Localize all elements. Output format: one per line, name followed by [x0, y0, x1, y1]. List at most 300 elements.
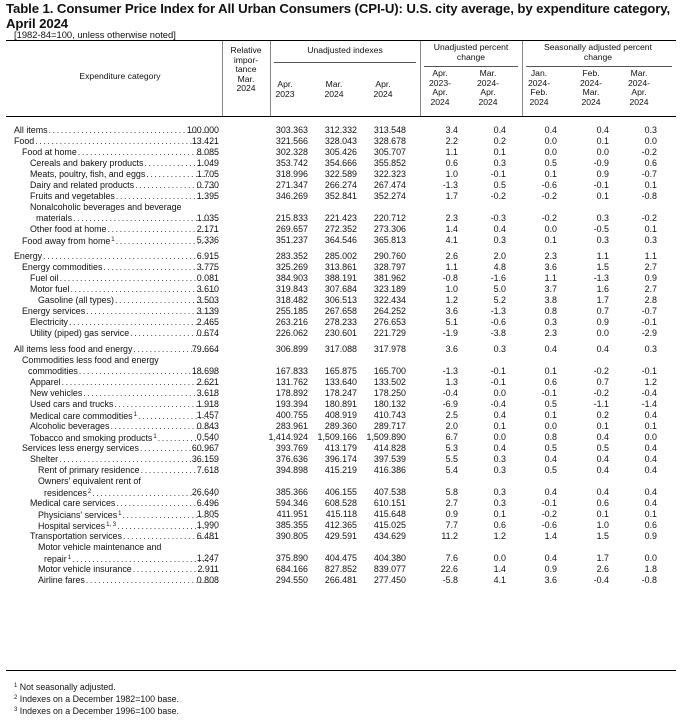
cell-value: 346.269 — [275, 191, 308, 201]
cell-value: 133.502 — [373, 377, 406, 387]
header-group-underline — [274, 62, 416, 63]
cell-value: 1.1 — [596, 251, 609, 261]
row-label-text: Food — [14, 136, 35, 146]
cell-value: 0.5 — [544, 158, 557, 168]
cell-value: 1.805 — [196, 509, 219, 519]
cell-value: 6.7 — [445, 432, 458, 442]
cell-value: -1.3 — [442, 180, 458, 190]
cell-value: 0.2 — [596, 410, 609, 420]
cell-value: 400.755 — [275, 410, 308, 420]
row-label-text: Alcoholic beverages — [30, 421, 110, 431]
cell-value: 283.352 — [275, 251, 308, 261]
row-label-text: Motor vehicle insurance — [38, 564, 132, 574]
row-label-text: Food away from home — [22, 236, 111, 246]
cell-value: 290.760 — [373, 251, 406, 261]
row-label-line: Owners' equivalent rent of — [38, 476, 141, 486]
header-line: 2024- — [477, 77, 499, 88]
table-row — [0, 465, 681, 476]
cell-value: 1.0 — [445, 169, 458, 179]
cell-value: -0.3 — [490, 213, 506, 223]
cell-value: 221.423 — [324, 213, 357, 223]
cell-value: 0.4 — [493, 410, 506, 420]
row-label-text: Medical care commodities — [30, 411, 133, 421]
cell-value: 594.346 — [275, 498, 308, 508]
cell-value: 0.4 — [493, 224, 506, 234]
cell-value: 7.618 — [196, 465, 219, 475]
row-label-text: repair — [44, 554, 67, 564]
cell-value: 381.962 — [373, 273, 406, 283]
header-line: 2024 — [324, 88, 344, 99]
cell-value: 0.2 — [493, 136, 506, 146]
table-row — [0, 295, 681, 306]
header-category: Expenditure category — [79, 71, 161, 81]
row-label-text: Used cars and trucks — [30, 399, 114, 409]
header-line: 2024 — [236, 83, 256, 94]
cell-value: 165.875 — [324, 366, 357, 376]
footnote-text: Indexes on a December 1996=100 base. — [17, 706, 179, 716]
cell-value: 0.4 — [544, 487, 557, 497]
cell-value: 193.394 — [275, 399, 308, 409]
cell-value: -0.2 — [541, 509, 557, 519]
cell-value: 3.4 — [445, 125, 458, 135]
cell-value: 2.0 — [445, 421, 458, 431]
cell-value: 1.1 — [644, 251, 657, 261]
cell-value: 0.4 — [644, 454, 657, 464]
cell-value: 312.332 — [324, 125, 357, 135]
cell-value: 415.025 — [373, 520, 406, 530]
table-row — [0, 306, 681, 317]
cell-value: 2.171 — [196, 224, 219, 234]
cell-value: 0.0 — [493, 388, 506, 398]
cell-value: 1.2 — [445, 295, 458, 305]
table-row — [0, 421, 681, 432]
row-label-text: Fuel oil — [30, 273, 59, 283]
header-line: impor- — [233, 54, 259, 65]
cell-value: -0.6 — [541, 180, 557, 190]
cell-value: 313.548 — [373, 125, 406, 135]
cell-value: 0.4 — [544, 344, 557, 354]
header-line: 2024 — [629, 96, 649, 107]
header-line: Apr. — [375, 79, 391, 89]
cell-value: 0.9 — [596, 317, 609, 327]
table-row — [0, 251, 681, 262]
cell-value: 1.7 — [596, 553, 609, 563]
cell-value: 1.5 — [596, 262, 609, 272]
cell-value: 221.729 — [373, 328, 406, 338]
cell-value: 2.3 — [544, 328, 557, 338]
table-row — [0, 273, 681, 284]
cell-value: 0.0 — [544, 147, 557, 157]
cell-value: 0.3 — [493, 158, 506, 168]
cell-value: 79.664 — [191, 344, 219, 354]
cell-value: 0.1 — [544, 410, 557, 420]
cell-value: -0.1 — [541, 498, 557, 508]
cell-value: 2.2 — [445, 136, 458, 146]
row-label-text: Electricity — [30, 317, 68, 327]
cell-value: -0.2 — [593, 366, 609, 376]
cell-value: 0.3 — [644, 344, 657, 354]
cell-value: 364.546 — [324, 235, 357, 245]
cell-value: 0.808 — [196, 575, 219, 585]
header-line: 2024- — [580, 77, 602, 88]
cell-value: 8.085 — [196, 147, 219, 157]
cell-value: 267.658 — [324, 306, 357, 316]
footnote-text: Not seasonally adjusted. — [17, 682, 116, 692]
cell-value: 5.1 — [445, 317, 458, 327]
header-line: 2024- — [528, 77, 550, 88]
cell-value: 351.237 — [275, 235, 308, 245]
footnote-marker: 1 — [111, 237, 115, 243]
cell-value: 0.1 — [596, 421, 609, 431]
cell-value: 289.360 — [324, 421, 357, 431]
cell-value: 0.5 — [544, 399, 557, 409]
header-line: 2024 — [430, 96, 450, 107]
cell-value: 0.9 — [445, 509, 458, 519]
cell-value: 385.366 — [275, 487, 308, 497]
header-line: Mar. — [582, 87, 600, 98]
cell-value: -0.1 — [641, 317, 657, 327]
cell-value: 415.648 — [373, 509, 406, 519]
cell-value: 0.6 — [644, 520, 657, 530]
cell-value: 2.3 — [544, 251, 557, 261]
cell-value: 100.000 — [186, 125, 219, 135]
row-label-line: Motor vehicle maintenance and — [38, 542, 162, 552]
cell-value: 610.151 — [373, 498, 406, 508]
row-label-text: Airline fares — [38, 575, 85, 585]
cell-value: 0.3 — [596, 235, 609, 245]
column-header — [262, 80, 308, 99]
cell-value: -0.1 — [541, 388, 557, 398]
cell-value: 180.132 — [373, 399, 406, 409]
cell-value: 0.1 — [493, 147, 506, 157]
cell-value: 0.5 — [544, 465, 557, 475]
cell-value: 0.1 — [644, 224, 657, 234]
row-label-text: Tobacco and smoking products — [30, 433, 153, 443]
column-header — [417, 69, 463, 107]
cell-value: 0.4 — [493, 125, 506, 135]
cell-value: 353.742 — [275, 158, 308, 168]
cell-value: 404.380 — [373, 553, 406, 563]
cell-value: -0.6 — [541, 520, 557, 530]
cell-value: 1,414.924 — [268, 432, 308, 442]
footnote — [14, 693, 179, 705]
cell-value: 26.640 — [191, 487, 219, 497]
cell-value: 0.0 — [493, 432, 506, 442]
cell-value: 3.6 — [445, 344, 458, 354]
header-line: 2024 — [581, 96, 601, 107]
table-row — [0, 284, 681, 295]
cell-value: 289.717 — [373, 421, 406, 431]
cell-value: -0.8 — [442, 273, 458, 283]
cell-value: 1.8 — [644, 564, 657, 574]
cell-value: 1.4 — [445, 224, 458, 234]
cell-value: 321.566 — [275, 136, 308, 146]
table-row — [0, 564, 681, 575]
table-row — [0, 224, 681, 235]
cell-value: 0.6 — [544, 377, 557, 387]
cell-value: 3.503 — [196, 295, 219, 305]
row-label-text: Food at home — [22, 147, 77, 157]
cell-value: 0.3 — [544, 317, 557, 327]
header-line: Mar. — [479, 68, 497, 78]
cell-value: 323.189 — [373, 284, 406, 294]
row-label-text: Rent of primary residence — [38, 465, 140, 475]
cell-value: 375.890 — [275, 553, 308, 563]
row-label-text: All items less food and energy — [14, 344, 133, 354]
cell-value: 0.4 — [596, 454, 609, 464]
cell-value: -1.9 — [442, 328, 458, 338]
table-row — [0, 432, 681, 443]
cell-value: 0.1 — [544, 366, 557, 376]
cell-value: 3.775 — [196, 262, 219, 272]
cell-value: 264.252 — [373, 306, 406, 316]
cell-value: 1.1 — [445, 262, 458, 272]
cell-value: 255.185 — [275, 306, 308, 316]
column-header — [568, 69, 614, 107]
column-header — [516, 69, 562, 107]
cell-value: 0.4 — [596, 487, 609, 497]
row-label-text: Energy — [14, 251, 43, 261]
cell-value: 415.118 — [325, 509, 357, 519]
cell-value: 2.3 — [445, 213, 458, 223]
cell-value: 5.3 — [445, 443, 458, 453]
cell-value: 406.155 — [324, 487, 357, 497]
header-line: 2024 — [373, 88, 393, 99]
cell-value: 1.918 — [196, 399, 219, 409]
cell-value: -0.5 — [593, 224, 609, 234]
column-header — [616, 69, 662, 107]
cell-value: -0.2 — [541, 213, 557, 223]
footnote-text: Indexes on a December 1982=100 base. — [17, 694, 179, 704]
cell-value: 3.6 — [445, 306, 458, 316]
cell-value: 0.9 — [644, 273, 657, 283]
row-label-text: materials — [36, 213, 73, 223]
table-row — [0, 520, 681, 531]
cell-value: 416.386 — [373, 465, 406, 475]
header-line: Jan. — [530, 68, 548, 78]
cell-value: 390.805 — [275, 531, 308, 541]
cell-value: 388.191 — [324, 273, 357, 283]
header-line: Mar. — [630, 68, 648, 78]
header-bottom-rule — [6, 116, 676, 117]
cell-value: 1.0 — [445, 284, 458, 294]
table-row — [0, 509, 681, 520]
cell-value: 305.707 — [373, 147, 406, 157]
table-row — [0, 531, 681, 542]
cell-value: 0.1 — [493, 421, 506, 431]
footnote-marker: 1 — [118, 511, 122, 517]
cell-value: 414.828 — [373, 443, 406, 453]
cell-value: 178.892 — [275, 388, 308, 398]
table-row — [0, 317, 681, 328]
header-line: change — [456, 51, 486, 62]
cell-value: 1.4 — [493, 564, 506, 574]
cell-value: -0.7 — [641, 169, 657, 179]
cell-value: 303.363 — [275, 125, 308, 135]
cell-value: -0.1 — [593, 180, 609, 190]
header-line: change — [583, 51, 613, 62]
table-row — [0, 454, 681, 465]
cell-value: 0.0 — [596, 328, 609, 338]
cell-value: 355.852 — [373, 158, 406, 168]
cell-value: 4.1 — [493, 575, 506, 585]
cell-value: 317.088 — [324, 344, 357, 354]
cell-value: 0.4 — [544, 553, 557, 563]
column-header — [465, 69, 511, 107]
cell-value: 328.043 — [324, 136, 357, 146]
table-row — [0, 262, 681, 273]
cell-value: 0.1 — [596, 191, 609, 201]
cell-value: 318.482 — [275, 295, 308, 305]
cell-value: 0.9 — [544, 564, 557, 574]
cell-value: 36.159 — [191, 454, 219, 464]
cell-value: 180.891 — [324, 399, 357, 409]
cell-value: 1.2 — [493, 531, 506, 541]
cell-value: 397.539 — [373, 454, 406, 464]
cell-value: 0.3 — [644, 125, 657, 135]
cell-value: -0.9 — [593, 158, 609, 168]
cell-value: -0.8 — [641, 191, 657, 201]
cell-value: 2.7 — [644, 284, 657, 294]
cell-value: 413.179 — [324, 443, 357, 453]
table-row — [0, 377, 681, 388]
table-subtitle: [1982-84=100, unless otherwise noted] — [14, 29, 176, 40]
cell-value: 0.4 — [544, 125, 557, 135]
cell-value: 0.0 — [644, 553, 657, 563]
cell-value: 0.0 — [544, 136, 557, 146]
cell-value: 1.0 — [596, 520, 609, 530]
cell-value: 434.629 — [373, 531, 406, 541]
cell-value: 404.475 — [324, 553, 357, 563]
header-line: Unadjusted percent — [433, 42, 509, 52]
cell-value: -0.6 — [490, 317, 506, 327]
cell-value: 0.1 — [596, 136, 609, 146]
cell-value: 0.0 — [596, 147, 609, 157]
cell-value: 410.743 — [373, 410, 406, 420]
cell-value: 271.347 — [275, 180, 308, 190]
cell-value: 0.3 — [493, 235, 506, 245]
cell-value: 376.636 — [275, 454, 308, 464]
cell-value: 266.274 — [324, 180, 357, 190]
cell-value: 3.7 — [544, 284, 557, 294]
cell-value: -5.8 — [442, 575, 458, 585]
cell-value: 684.166 — [275, 564, 308, 574]
cell-value: 827.852 — [324, 564, 357, 574]
table-row — [0, 147, 681, 158]
cell-value: 306.899 — [275, 344, 308, 354]
table-row — [0, 553, 681, 564]
cell-value: 7.6 — [445, 553, 458, 563]
cell-value: 277.450 — [373, 575, 406, 585]
cell-value: -0.1 — [490, 366, 506, 376]
cell-value: 1.705 — [196, 169, 219, 179]
cell-value: 273.306 — [373, 224, 406, 234]
cell-value: 220.712 — [373, 213, 406, 223]
cell-value: -0.2 — [541, 191, 557, 201]
cell-value: 306.513 — [324, 295, 357, 305]
cell-value: 5.336 — [196, 235, 219, 245]
cell-value: 266.481 — [324, 575, 357, 585]
cell-value: -0.2 — [490, 191, 506, 201]
cell-value: 396.174 — [324, 454, 357, 464]
cell-value: 0.1 — [493, 509, 506, 519]
table-row — [0, 443, 681, 454]
row-label-text: Shelter — [30, 454, 59, 464]
cell-value: 0.674 — [196, 328, 219, 338]
cell-value: 3.6 — [544, 575, 557, 585]
cell-value: -6.9 — [442, 399, 458, 409]
cell-value: 322.589 — [324, 169, 357, 179]
cell-value: 305.426 — [324, 147, 357, 157]
cell-value: 2.8 — [644, 295, 657, 305]
cell-value: 0.9 — [644, 531, 657, 541]
cell-value: 328.678 — [373, 136, 406, 146]
cell-value: 1.035 — [196, 213, 219, 223]
cell-value: 3.8 — [544, 295, 557, 305]
cell-value: 394.898 — [275, 465, 308, 475]
row-label-text: Motor fuel — [30, 284, 70, 294]
row-label-text: Fruits and vegetables — [30, 191, 115, 201]
row-label-text: Other food at home — [30, 224, 107, 234]
cell-value: -2.9 — [641, 328, 657, 338]
cell-value: 1.1 — [544, 273, 557, 283]
header-line: Apr. — [432, 87, 448, 98]
cell-value: 2.465 — [196, 317, 219, 327]
cell-value: 408.919 — [324, 410, 357, 420]
cell-value: 1.7 — [596, 295, 609, 305]
cell-value: 0.1 — [596, 509, 609, 519]
cell-value: 2.7 — [445, 498, 458, 508]
cell-value: 0.3 — [493, 487, 506, 497]
footnote-mark: 3 — [14, 707, 18, 713]
row-label-text: Physicians' services — [38, 510, 118, 520]
cell-value: 2.621 — [196, 377, 219, 387]
table-row — [0, 191, 681, 202]
cell-value: 178.247 — [324, 388, 357, 398]
cell-value: 384.903 — [275, 273, 308, 283]
cell-value: 0.7 — [596, 306, 609, 316]
table-row — [0, 399, 681, 410]
cell-value: 272.352 — [324, 224, 357, 234]
cell-value: -1.1 — [593, 399, 609, 409]
table-row — [0, 158, 681, 169]
cell-value: -0.4 — [593, 575, 609, 585]
cell-value: 0.4 — [596, 344, 609, 354]
row-label-text: New vehicles — [30, 388, 83, 398]
header-line: Apr. — [480, 87, 496, 98]
cell-value: 2.911 — [197, 564, 219, 574]
header-seasonally-adjusted-percent-change — [522, 43, 674, 62]
cell-value: 0.3 — [493, 498, 506, 508]
cell-value: 2.5 — [445, 410, 458, 420]
column-header — [360, 80, 406, 99]
cell-value: 0.5 — [596, 443, 609, 453]
cell-value: 2.6 — [596, 564, 609, 574]
cell-value: 0.730 — [196, 180, 219, 190]
cell-value: 318.996 — [275, 169, 308, 179]
cell-value: 1.6 — [596, 284, 609, 294]
cell-value: 226.062 — [275, 328, 308, 338]
cell-value: -0.1 — [490, 377, 506, 387]
cell-value: 411.951 — [276, 509, 308, 519]
cell-value: 2.0 — [493, 251, 506, 261]
header-line: Feb. — [530, 87, 548, 98]
header-line: 2023- — [429, 77, 451, 88]
footnote — [14, 681, 116, 693]
header-line: Mar. — [237, 73, 255, 84]
table-title: Table 1. Consumer Price Index for All Urban Consumers (CPI-U): U.S. city average, by expenditure category, April 2024 — [6, 1, 671, 31]
cell-value: 285.002 — [324, 251, 357, 261]
